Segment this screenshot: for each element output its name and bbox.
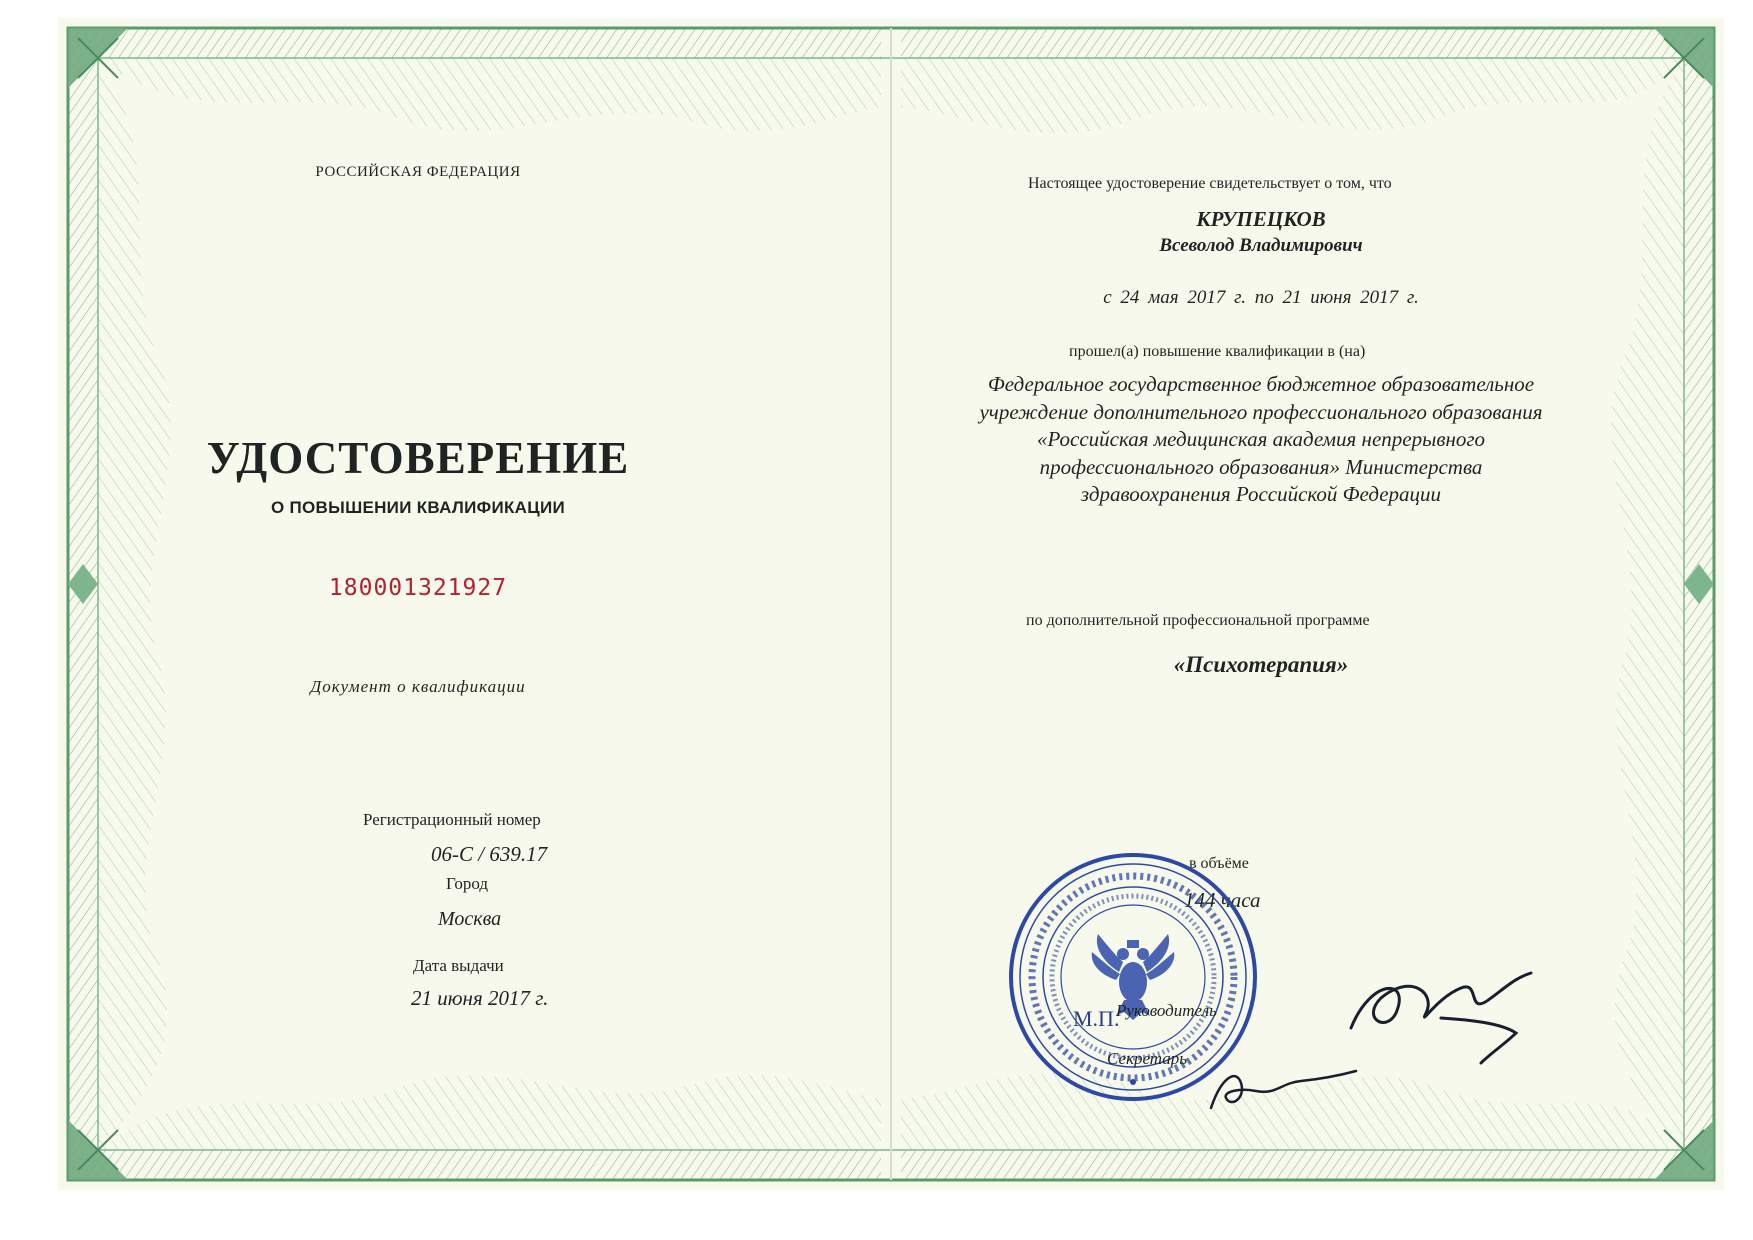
city-label: Город bbox=[446, 874, 488, 893]
certificate-sheet bbox=[58, 18, 1724, 1190]
passed-text: прошел(а) повышение квалификации в (на) bbox=[1069, 343, 1366, 360]
issue-date-value: 21 июня 2017 г. bbox=[411, 986, 549, 1010]
institution-line: здравоохранения Российской Федерации bbox=[1080, 482, 1442, 506]
document-title: УДОСТОВЕРЕНИЕ bbox=[206, 433, 630, 483]
serial-number: 180001321927 bbox=[328, 575, 508, 601]
institution-line: учреждение дополнительного профессионального образования bbox=[979, 400, 1543, 424]
secretary-signature bbox=[1201, 1053, 1361, 1123]
issue-date-label: Дата выдачи bbox=[413, 956, 504, 975]
registration-number: 06-С / 639.17 bbox=[431, 842, 548, 866]
registration-label: Регистрационный номер bbox=[363, 810, 541, 829]
institution-line: профессионального образования» Министерства bbox=[1039, 455, 1483, 479]
program-label: по дополнительной профессиональной программе bbox=[1026, 612, 1370, 629]
program-name: «Психотерапия» bbox=[1173, 652, 1349, 677]
seal-mark: М.П. bbox=[1073, 1006, 1120, 1031]
training-period: с 24 мая 2017 г. по 21 июня 2017 г. bbox=[1103, 287, 1419, 308]
intro-text: Настоящее удостоверение свидетельствует о том, что bbox=[1028, 175, 1392, 192]
head-label: Руководитель bbox=[1116, 1001, 1217, 1020]
document-type: Документ о квалификации bbox=[310, 677, 526, 696]
country-heading: РОССИЙСКАЯ ФЕДЕРАЦИЯ bbox=[315, 164, 521, 180]
holder-surname: КРУПЕЦКОВ bbox=[1196, 207, 1326, 231]
holder-given-names: Всеволод Владимирович bbox=[1159, 235, 1363, 256]
volume-value: 144 часа bbox=[1184, 888, 1261, 912]
city-value: Москва bbox=[438, 908, 502, 930]
institution-line: Федеральное государственное бюджетное образовательное bbox=[987, 372, 1535, 396]
secretary-label: Секретарь bbox=[1107, 1049, 1187, 1068]
right-page bbox=[891, 18, 1724, 1190]
head-signature bbox=[1341, 958, 1541, 1068]
document-subtitle: О ПОВЫШЕНИИ КВАЛИФИКАЦИИ bbox=[270, 498, 566, 517]
volume-label: в объёме bbox=[1189, 855, 1249, 872]
institution-line: «Российская медицинская академия непрерывного bbox=[1036, 427, 1486, 451]
left-page bbox=[58, 18, 891, 1190]
